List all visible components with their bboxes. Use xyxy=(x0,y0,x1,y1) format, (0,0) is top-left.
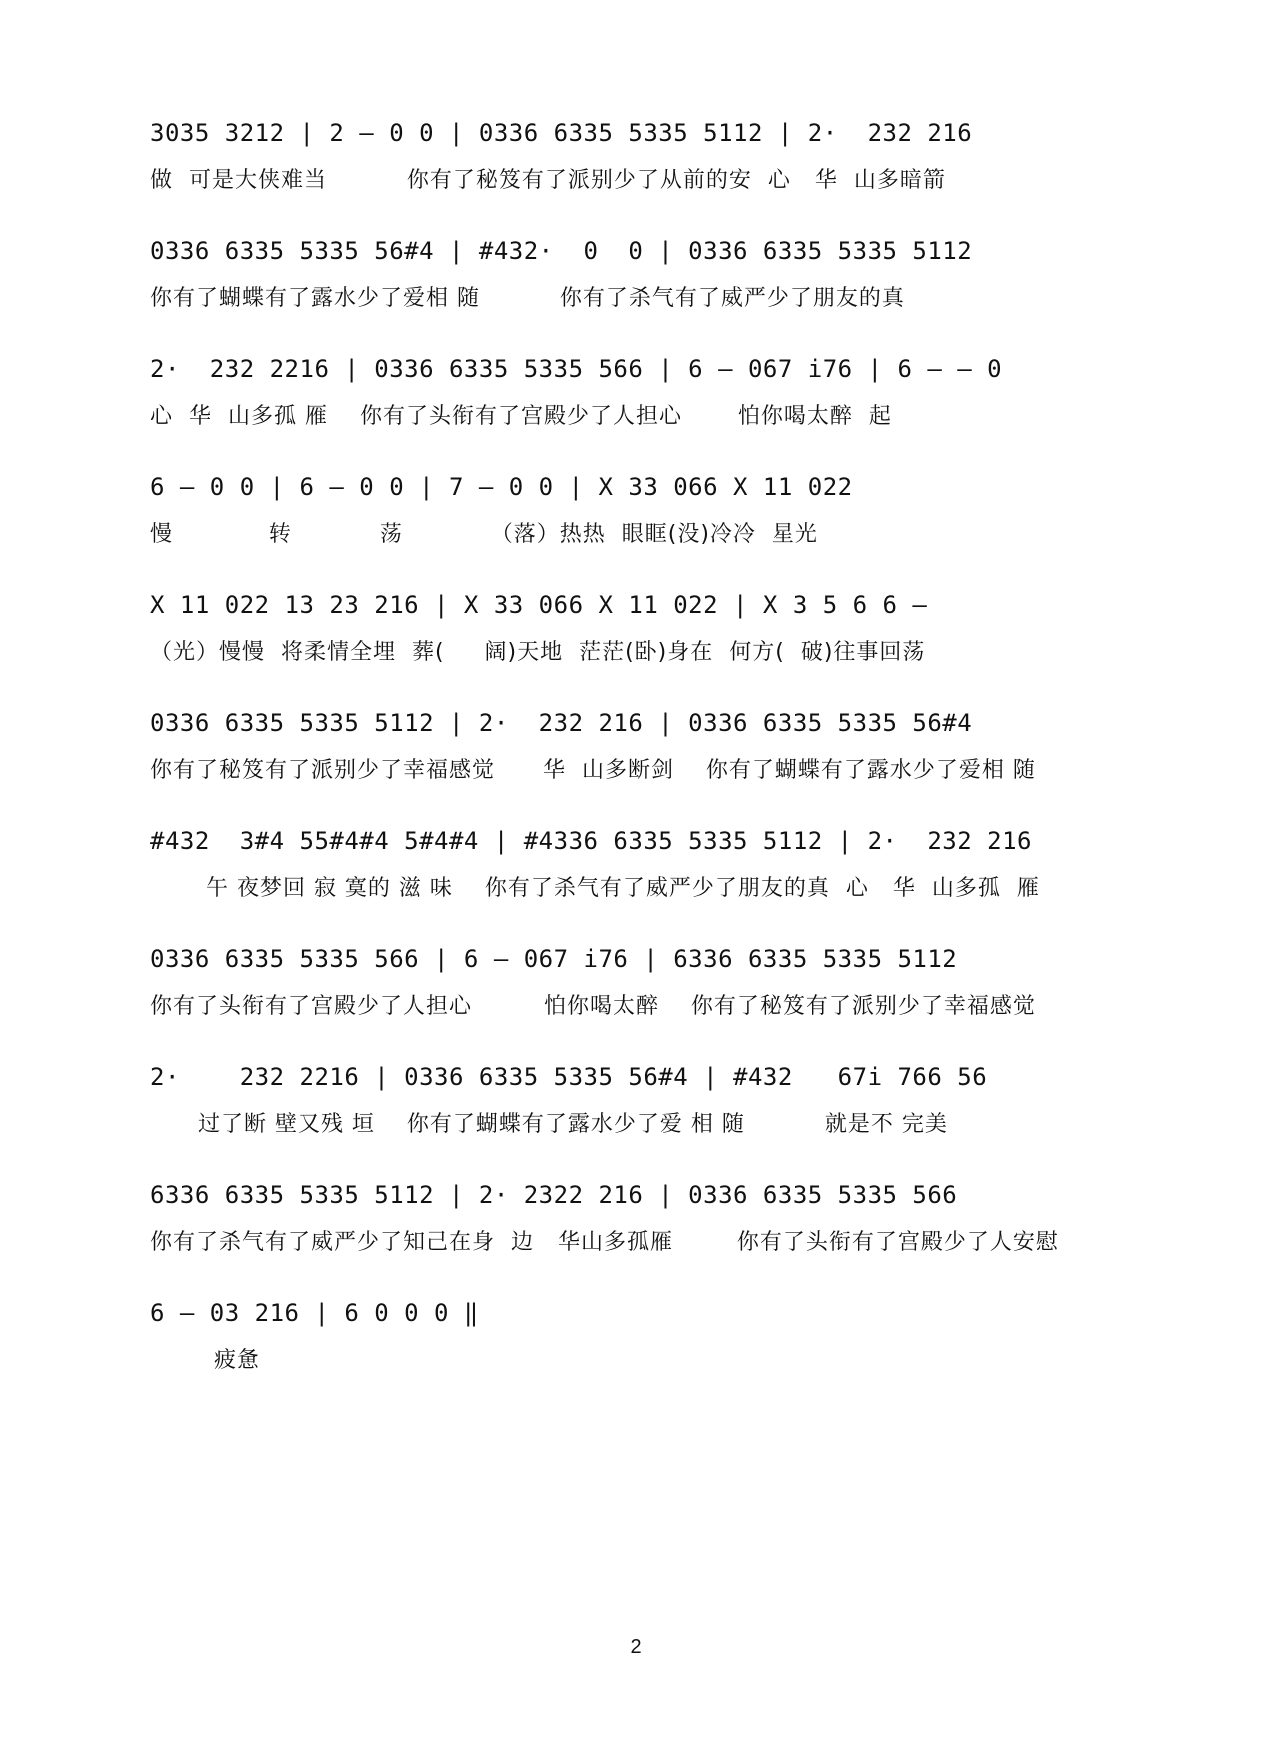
jianpu-notes: 3035 3212 | 2 — 0 0 | 0336 6335 5335 5112 | 2· 232 216 xyxy=(150,119,973,147)
page-number: 2 xyxy=(630,1636,642,1658)
lyrics: 慢 转 荡 （落）热热 眼眶(没)冷冷 星光 xyxy=(150,522,818,547)
score-line xyxy=(150,938,1145,1033)
lyrics: 你有了秘笈有了派别少了幸福感觉 华 山多断剑 你有了蝴蝶有了露水少了爱相 随 xyxy=(150,758,1036,783)
lyrics: 你有了头衔有了宫殿少了人担心 怕你喝太醉 你有了秘笈有了派别少了幸福感觉 xyxy=(150,994,1036,1019)
lyrics: 你有了杀气有了威严少了知己在身 边 华山多孤雁 你有了头衔有了宫殿少了人安慰 xyxy=(150,1230,1059,1255)
jianpu-notes: #432 3#4 55#4#4 5#4#4 | #4336 6335 5335 5112 | 2· 232 216 xyxy=(150,827,1033,855)
jianpu-notes: 2· 232 2216 | 0336 6335 5335 56#4 | #432 67i 766 56 xyxy=(150,1063,988,1091)
score-line xyxy=(150,348,1145,443)
score-line xyxy=(150,466,1145,561)
score-line xyxy=(150,702,1145,797)
score-line xyxy=(150,230,1145,325)
jianpu-notes: 6 — 0 0 | 6 — 0 0 | 7 — 0 0 | X 33 066 X 11 022 xyxy=(150,473,853,501)
lyrics: （光）慢慢 将柔情全埋 葬( 阔)天地 茫茫(卧)身在 何方( 破)往事回荡 xyxy=(150,640,926,665)
score-line xyxy=(150,112,1145,207)
lyrics: 过了断 壁又残 垣 你有了蝴蝶有了露水少了爱 相 随 就是不 完美 xyxy=(150,1112,948,1137)
score-line xyxy=(150,1174,1145,1269)
lyrics: 你有了蝴蝶有了露水少了爱相 随 你有了杀气有了威严少了朋友的真 xyxy=(150,286,905,311)
lyrics: 疲惫 xyxy=(150,1348,260,1373)
lyrics: 心 华 山多孤 雁 你有了头衔有了宫殿少了人担心 怕你喝太醉 起 xyxy=(150,404,892,429)
score-line xyxy=(150,820,1145,915)
jianpu-notes: 0336 6335 5335 566 | 6 — 067 i76 | 6336 6335 5335 5112 xyxy=(150,945,958,973)
jianpu-notes: 0336 6335 5335 5112 | 2· 232 216 | 0336 6335 5335 56#4 xyxy=(150,709,973,737)
jianpu-notes: 0336 6335 5335 56#4 | #432· 0 0 | 0336 6335 5335 5112 xyxy=(150,237,973,265)
jianpu-notes: 6336 6335 5335 5112 | 2· 2322 216 | 0336 6335 5335 566 xyxy=(150,1181,958,1209)
jianpu-notes: 2· 232 2216 | 0336 6335 5335 566 | 6 — 067 i76 | 6 — — 0 xyxy=(150,355,1003,383)
score-line xyxy=(150,584,1145,679)
lyrics: 午 夜梦回 寂 寞的 滋 味 你有了杀气有了威严少了朋友的真 心 华 山多孤 雁 xyxy=(150,876,1040,901)
jianpu-notes: 6 — 03 216 | 6 0 0 0 ‖ xyxy=(150,1299,479,1327)
score-line xyxy=(150,1056,1145,1151)
lyrics: 做 可是大侠难当 你有了秘笈有了派别少了从前的安 心 华 山多暗箭 xyxy=(150,168,946,193)
jianpu-notes: X 11 022 13 23 216 | X 33 066 X 11 022 | X 3 5 6 6 — xyxy=(150,591,928,619)
score-line xyxy=(150,1292,1145,1387)
